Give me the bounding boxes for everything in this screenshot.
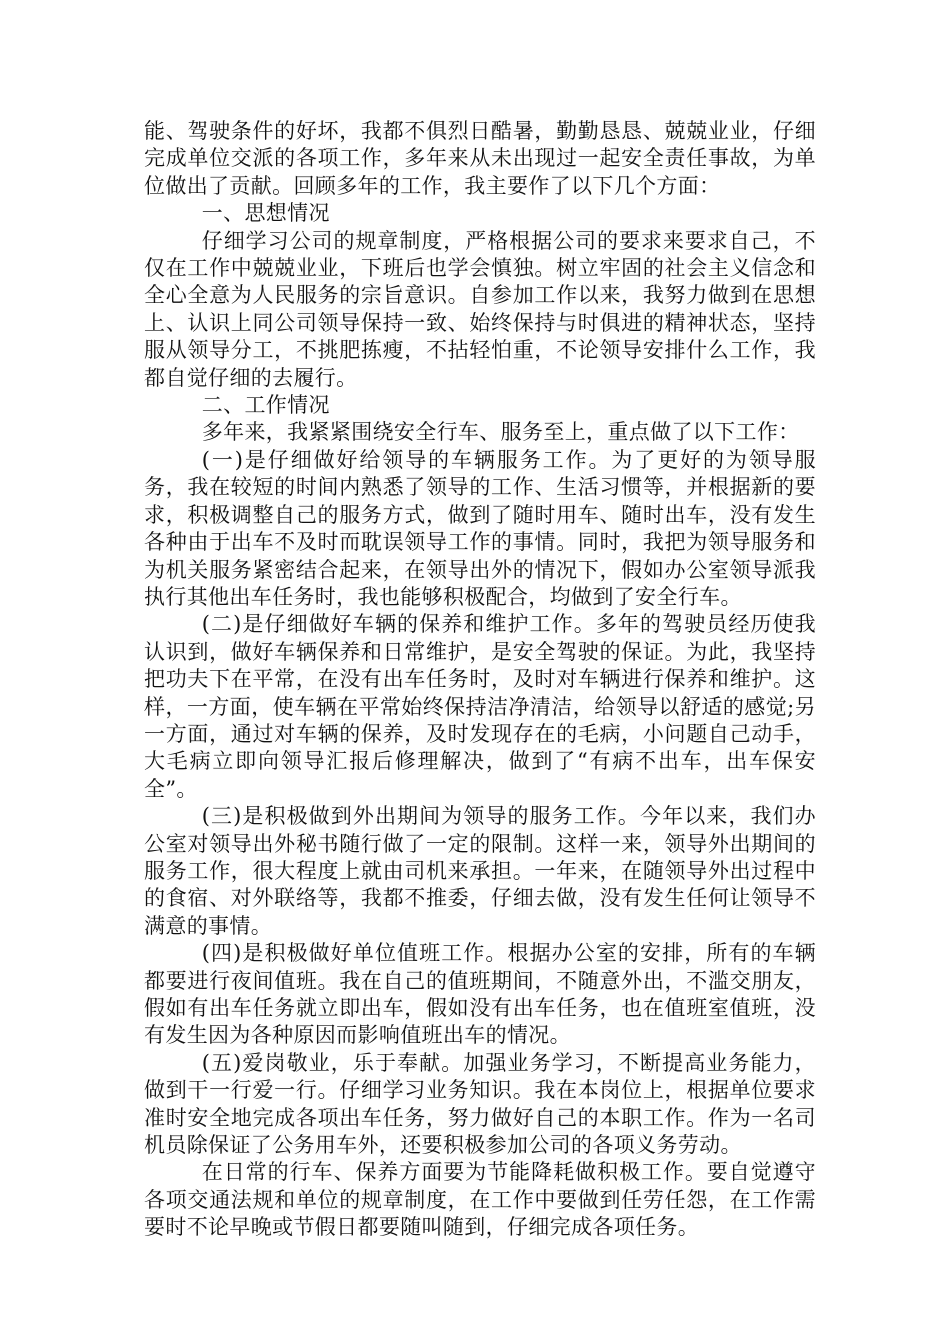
paragraph-item-5: (五)爱岗敬业，乐于奉献。加强业务学习，不断提高业务能力，做到干一行爱一行。仔细学习业务知识。我在本岗位上，根据单位要求准时安全地完成各项出车任务，努力做好自己的本职工作。作为一名司机员除保证了公务用车外，还要积极参加公司的各项义务劳动。 (144, 1050, 816, 1158)
section-heading-work: 二、工作情况 (201, 393, 330, 418)
section-heading-thought: 一、思想情况 (201, 201, 330, 226)
paragraph-thought: 仔细学习公司的规章制度，严格根据公司的要求来要求自己，不仅在工作中兢兢业业，下班后也学会慎独。树立牢固的社会主义信念和全心全意为人民服务的宗旨意识。自参加工作以来，我努力做到在思想上、认识上同公司领导保持一致、始终保持与时俱进的精神状态，坚持服从领导分工，不挑肥拣瘦，不拈轻怕重，不论领导安排什么工作，我都自觉仔细的去履行。 (144, 228, 816, 390)
paragraph-work-intro: 多年来，我紧紧围绕安全行车、服务至上，重点做了以下工作： (201, 420, 800, 445)
paragraph-item-3: (三)是积极做到外出期间为领导的服务工作。今年以来，我们办公室对领导出外秘书随行做了一定的限制。这样一来，领导外出期间的服务工作，很大程度上就由司机来承担。一年来，在随领导外出过程中的食宿、对外联络等，我都不推委，仔细去做，没有发生任何让领导不满意的事情。 (144, 804, 816, 938)
paragraph-energy: 在日常的行车、保养方面要为节能降耗做积极工作。要自觉遵守各项交通法规和单位的规章制度，在工作中要做到任劳任怨，在工作需要时不论早晚或节假日都要随叫随到，仔细完成各项任务。 (144, 1160, 816, 1240)
paragraph-intro: 能、驾驶条件的好坏，我都不俱烈日酷暑，勤勤恳恳、兢兢业业，仔细完成单位交派的各项工作，多年来从未出现过一起安全责任事故，为单位做出了贡献。回顾多年的工作，我主要作了以下几个方面： (144, 119, 816, 198)
paragraph-item-1: (一)是仔细做好给领导的车辆服务工作。为了更好的为领导服务，我在较短的时间内熟悉了领导的工作、生活习惯等，并根据新的要求，积极调整自己的服务方式，做到了随时用车、随时出车，没有发生各种由于出车不及时而耽误领导工作的事情。同时，我把为领导服务和为机关服务紧密结合起来，在领导出外的情况下，假如办公室领导派我执行其他出车任务时，我也能够积极配合，均做到了安全行车。 (144, 447, 816, 609)
paragraph-item-2: (二)是仔细做好车辆的保养和维护工作。多年的驾驶员经历使我认识到，做好车辆保养和日常维护，是安全驾驶的保证。为此，我坚持把功夫下在平常，在没有出车任务时，及时对车辆进行保养和维护。这样，一方面，使车辆在平常始终保持洁净清洁，给领导以舒适的感觉;另一方面，通过对车辆的保养，及时发现存在的毛病，小问题自己动手，大毛病立即向领导汇报后修理解决，做到了“有病不出车，出车保安全”。 (144, 612, 816, 801)
paragraph-item-4: (四)是积极做好单位值班工作。根据办公室的安排，所有的车辆都要进行夜间值班。我在自己的值班期间，不随意外出，不滥交朋友，假如有出车任务就立即出车，假如没有出车任务，也在值班室值班，没有发生因为各种原因而影响值班出车的情况。 (144, 941, 816, 1048)
document-body (144, 118, 816, 1242)
